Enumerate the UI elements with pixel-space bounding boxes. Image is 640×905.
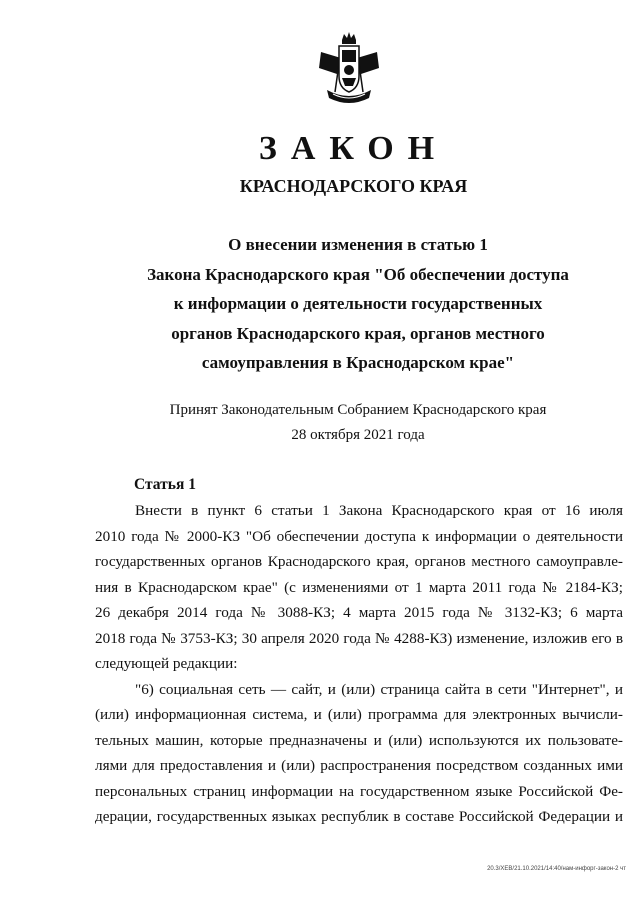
paragraph-line: 2018 года № 3753-КЗ; 30 апреля 2020 года № 4288-КЗ) изменение, изложив его в — [95, 629, 623, 647]
article-body — [95, 498, 623, 830]
paragraph-line: государственных органов Краснодарского края, органов местного самоуправле- — [95, 553, 623, 570]
paragraph-line: (или) информационная система, и (или) программа для электронных вычисли- — [95, 706, 623, 723]
paragraph-line: 26 декабря 2014 года № 3088-КЗ; 4 марта 2015 года № 3132-КЗ; 6 марта — [95, 604, 623, 621]
subject-line: О внесении изменения в статью 1 — [228, 235, 488, 254]
paragraph-line: персональных страниц информации на государственном языке Российской Фе- — [95, 782, 623, 800]
adoption-date: 28 октября 2021 года — [291, 427, 425, 443]
paragraph-line: Внести в пункт 6 статьи 1 Закона Краснодарского края от 16 июля — [135, 502, 623, 519]
paragraph-line: тельных машин, которые предназначены и (или) используются их пользовате- — [95, 731, 623, 749]
adoption-line: Принят Законодательным Собранием Краснодарского края — [169, 402, 547, 418]
article-heading: Статья 1 — [134, 476, 196, 493]
region-title: КРАСНОДАРСКОГО КРАЯ — [239, 176, 468, 196]
law-subject — [128, 230, 588, 378]
paragraph-line: 2010 года № 2000-КЗ "Об обеспечении доступа к информации о деятельности — [95, 527, 623, 545]
paragraph-line: "6) социальная сеть — сайт, и (или) страница сайта в сети "Интернет", и — [135, 680, 623, 698]
paragraph-line: ния в Краснодарском крае" (с изменениями от 1 марта 2011 года № 2184-КЗ; — [95, 578, 623, 596]
document-type-title: ЗАКОН — [258, 130, 449, 167]
paragraph-line: дерации, государственных языках республик в составе Российской Федерации и — [95, 808, 623, 825]
coat-of-arms-icon — [315, 30, 383, 110]
paragraph-line: лями для предоставления и (или) распространения посредством созданных ими — [95, 757, 623, 774]
paragraph-line: следующей редакции: — [95, 655, 238, 672]
footer-stamp: 20.3/ХЕВ/21.10.2021/14:40/нам-инфорг-закон-2 чт — [487, 866, 626, 872]
subject-line: к информации о деятельности государственных — [173, 294, 543, 313]
adoption-note — [128, 398, 588, 448]
subject-line: органов Краснодарского края, органов местного — [171, 323, 545, 343]
subject-line: самоуправления в Краснодарском крае" — [201, 353, 515, 372]
subject-line: Закона Краснодарского края "Об обеспечении доступа — [147, 264, 569, 284]
